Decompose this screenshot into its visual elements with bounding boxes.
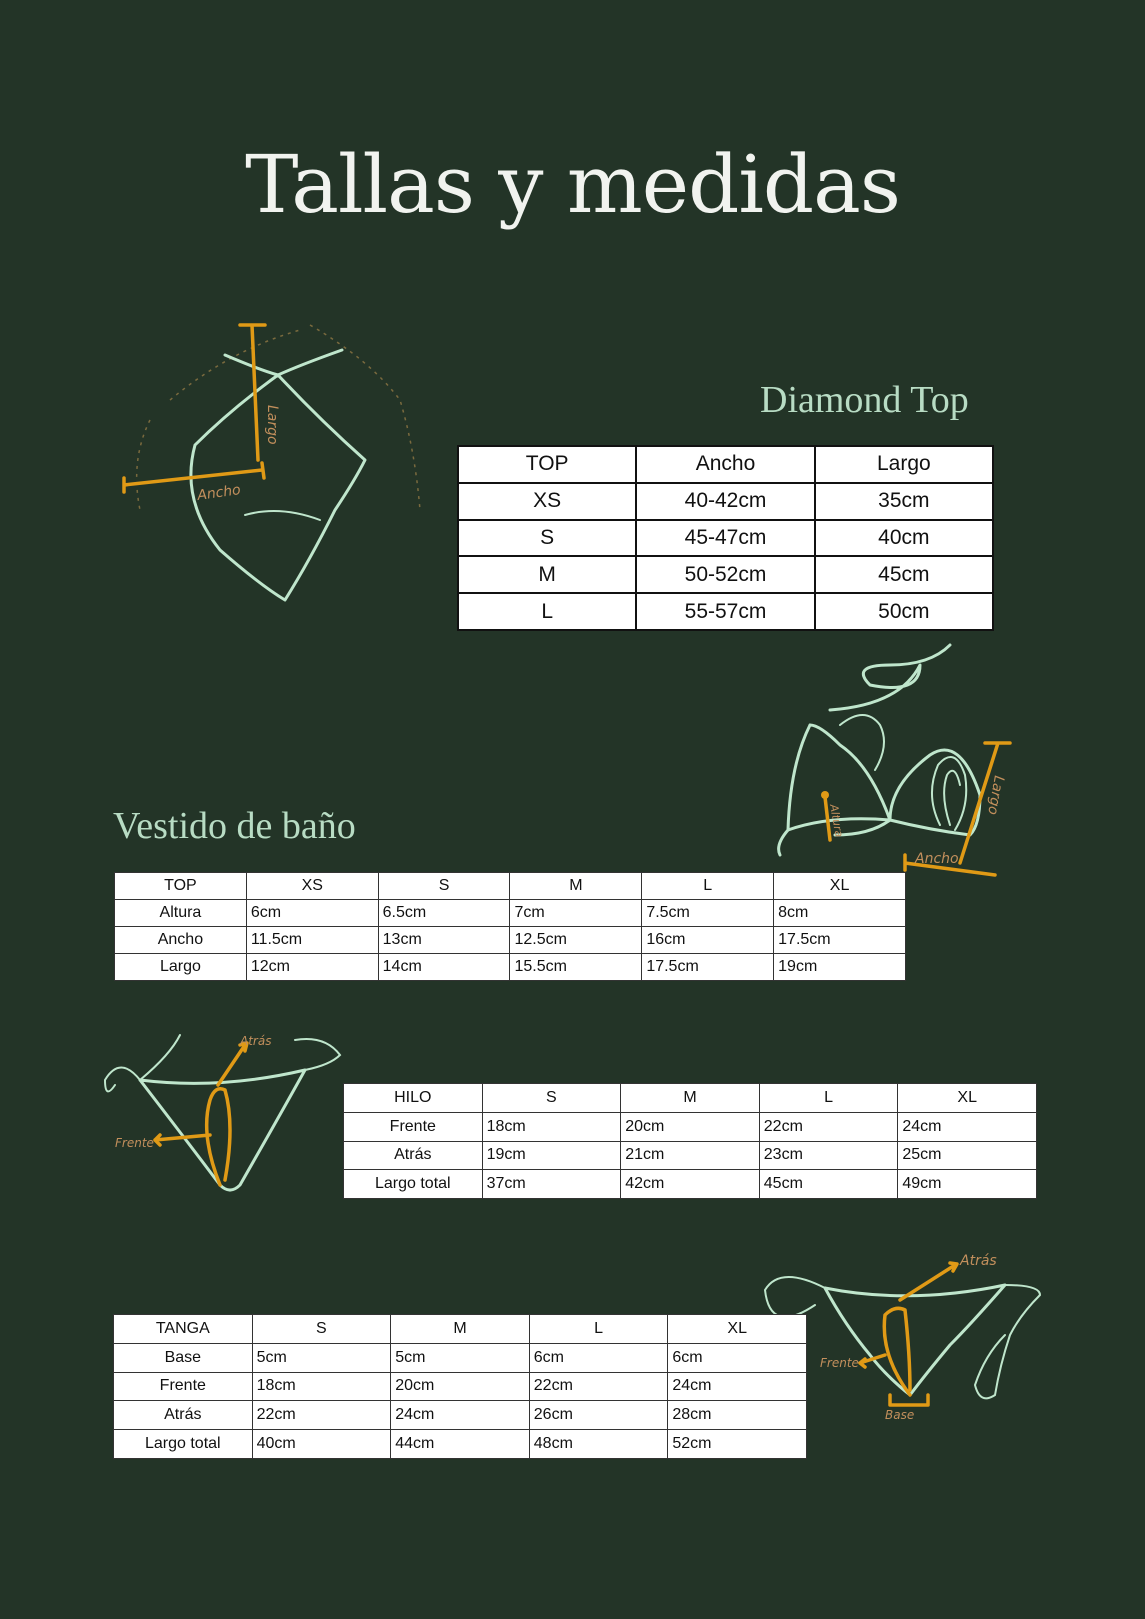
row-label: Ancho bbox=[115, 927, 247, 954]
size-value: 37cm bbox=[482, 1170, 621, 1199]
size-value: 6cm bbox=[668, 1343, 807, 1372]
column-header: S bbox=[252, 1315, 391, 1344]
size-value: 55-57cm bbox=[636, 593, 814, 630]
size-value: 22cm bbox=[759, 1112, 898, 1141]
row-label: M bbox=[458, 556, 636, 593]
size-value: 35cm bbox=[815, 483, 993, 520]
size-value: 11.5cm bbox=[246, 927, 378, 954]
size-value: 52cm bbox=[668, 1430, 807, 1459]
column-header: HILO bbox=[344, 1084, 483, 1113]
row-label: Base bbox=[114, 1343, 253, 1372]
size-value: 24cm bbox=[668, 1372, 807, 1401]
size-value: 40cm bbox=[252, 1430, 391, 1459]
frente-label: Frente bbox=[820, 1356, 859, 1370]
size-value: 14cm bbox=[378, 954, 510, 981]
column-header: S bbox=[378, 873, 510, 900]
vestido-top-size-table bbox=[114, 872, 906, 981]
size-value: 21cm bbox=[621, 1141, 760, 1170]
ancho-label: Ancho bbox=[196, 482, 242, 504]
size-value: 49cm bbox=[898, 1170, 1037, 1199]
table-row bbox=[458, 556, 993, 593]
table-row bbox=[344, 1141, 1037, 1170]
header-row bbox=[344, 1084, 1037, 1113]
atras-label: Atrás bbox=[960, 1253, 997, 1269]
header-row bbox=[115, 873, 906, 900]
table-row bbox=[115, 900, 906, 927]
size-value: 45cm bbox=[815, 556, 993, 593]
size-value: 40-42cm bbox=[636, 483, 814, 520]
size-value: 15.5cm bbox=[510, 954, 642, 981]
size-value: 45cm bbox=[759, 1170, 898, 1199]
hilo-sketch bbox=[100, 1025, 345, 1190]
row-label: Atrás bbox=[344, 1141, 483, 1170]
size-value: 40cm bbox=[815, 520, 993, 557]
largo-label: Largo bbox=[984, 774, 1007, 817]
size-value: 7cm bbox=[510, 900, 642, 927]
diamond-top-sketch bbox=[110, 310, 450, 630]
page-title: Tallas y medidas bbox=[245, 138, 900, 231]
size-value: 23cm bbox=[759, 1141, 898, 1170]
size-value: 18cm bbox=[252, 1372, 391, 1401]
size-value: 17.5cm bbox=[774, 927, 906, 954]
frente-label: Frente bbox=[115, 1136, 154, 1150]
column-header: XS bbox=[246, 873, 378, 900]
column-header: XL bbox=[898, 1084, 1037, 1113]
row-label: Altura bbox=[115, 900, 247, 927]
row-label: L bbox=[458, 593, 636, 630]
size-value: 24cm bbox=[391, 1401, 530, 1430]
row-label: Largo total bbox=[114, 1430, 253, 1459]
size-value: 20cm bbox=[621, 1112, 760, 1141]
row-label: Frente bbox=[114, 1372, 253, 1401]
size-value: 12.5cm bbox=[510, 927, 642, 954]
column-header: Largo bbox=[815, 446, 993, 483]
size-value: 5cm bbox=[391, 1343, 530, 1372]
column-header: TOP bbox=[458, 446, 636, 483]
size-value: 22cm bbox=[252, 1401, 391, 1430]
row-label: S bbox=[458, 520, 636, 557]
column-header: XL bbox=[668, 1315, 807, 1344]
table-row bbox=[115, 927, 906, 954]
size-value: 8cm bbox=[774, 900, 906, 927]
row-label: Largo bbox=[115, 954, 247, 981]
size-value: 18cm bbox=[482, 1112, 621, 1141]
size-value: 16cm bbox=[642, 927, 774, 954]
size-value: 19cm bbox=[482, 1141, 621, 1170]
size-value: 24cm bbox=[898, 1112, 1037, 1141]
table-row bbox=[458, 593, 993, 630]
table-row bbox=[115, 954, 906, 981]
column-header: XL bbox=[774, 873, 906, 900]
size-value: 48cm bbox=[529, 1430, 668, 1459]
column-header: M bbox=[391, 1315, 530, 1344]
size-value: 20cm bbox=[391, 1372, 530, 1401]
column-header: M bbox=[621, 1084, 760, 1113]
column-header: L bbox=[529, 1315, 668, 1344]
atras-label: Atrás bbox=[240, 1034, 272, 1048]
vestido-de-bano-heading: Vestido de baño bbox=[113, 805, 356, 847]
table-row bbox=[114, 1372, 807, 1401]
row-label: Atrás bbox=[114, 1401, 253, 1430]
size-value: 7.5cm bbox=[642, 900, 774, 927]
column-header: Ancho bbox=[636, 446, 814, 483]
table-row bbox=[458, 520, 993, 557]
diamond-top-heading: Diamond Top bbox=[760, 379, 969, 421]
vestido-top-sketch bbox=[780, 645, 1045, 875]
row-label: Frente bbox=[344, 1112, 483, 1141]
table-row bbox=[344, 1170, 1037, 1199]
table-row bbox=[114, 1430, 807, 1459]
diamond-top-size-table bbox=[457, 445, 994, 631]
table-row bbox=[114, 1401, 807, 1430]
size-value: 50-52cm bbox=[636, 556, 814, 593]
size-value: 22cm bbox=[529, 1372, 668, 1401]
column-header: L bbox=[759, 1084, 898, 1113]
size-value: 6cm bbox=[529, 1343, 668, 1372]
size-value: 6cm bbox=[246, 900, 378, 927]
table-row bbox=[344, 1112, 1037, 1141]
column-header: TOP bbox=[115, 873, 247, 900]
tanga-size-table bbox=[113, 1314, 807, 1459]
size-value: 5cm bbox=[252, 1343, 391, 1372]
column-header: L bbox=[642, 873, 774, 900]
size-value: 28cm bbox=[668, 1401, 807, 1430]
size-value: 25cm bbox=[898, 1141, 1037, 1170]
header-row bbox=[114, 1315, 807, 1344]
row-label: Largo total bbox=[344, 1170, 483, 1199]
table-row bbox=[114, 1343, 807, 1372]
size-value: 12cm bbox=[246, 954, 378, 981]
size-value: 42cm bbox=[621, 1170, 760, 1199]
size-value: 50cm bbox=[815, 593, 993, 630]
size-value: 44cm bbox=[391, 1430, 530, 1459]
ancho-label: Ancho bbox=[915, 851, 959, 867]
size-value: 6.5cm bbox=[378, 900, 510, 927]
row-label: XS bbox=[458, 483, 636, 520]
size-value: 13cm bbox=[378, 927, 510, 954]
size-value: 17.5cm bbox=[642, 954, 774, 981]
size-value: 45-47cm bbox=[636, 520, 814, 557]
column-header: S bbox=[482, 1084, 621, 1113]
hilo-size-table bbox=[343, 1083, 1037, 1199]
largo-label: Largo bbox=[264, 405, 280, 445]
altura-label: Altura bbox=[827, 803, 846, 839]
table-row bbox=[458, 483, 993, 520]
column-header: TANGA bbox=[114, 1315, 253, 1344]
base-label: Base bbox=[885, 1408, 915, 1422]
header-row bbox=[458, 446, 993, 483]
size-value: 26cm bbox=[529, 1401, 668, 1430]
size-value: 19cm bbox=[774, 954, 906, 981]
column-header: M bbox=[510, 873, 642, 900]
